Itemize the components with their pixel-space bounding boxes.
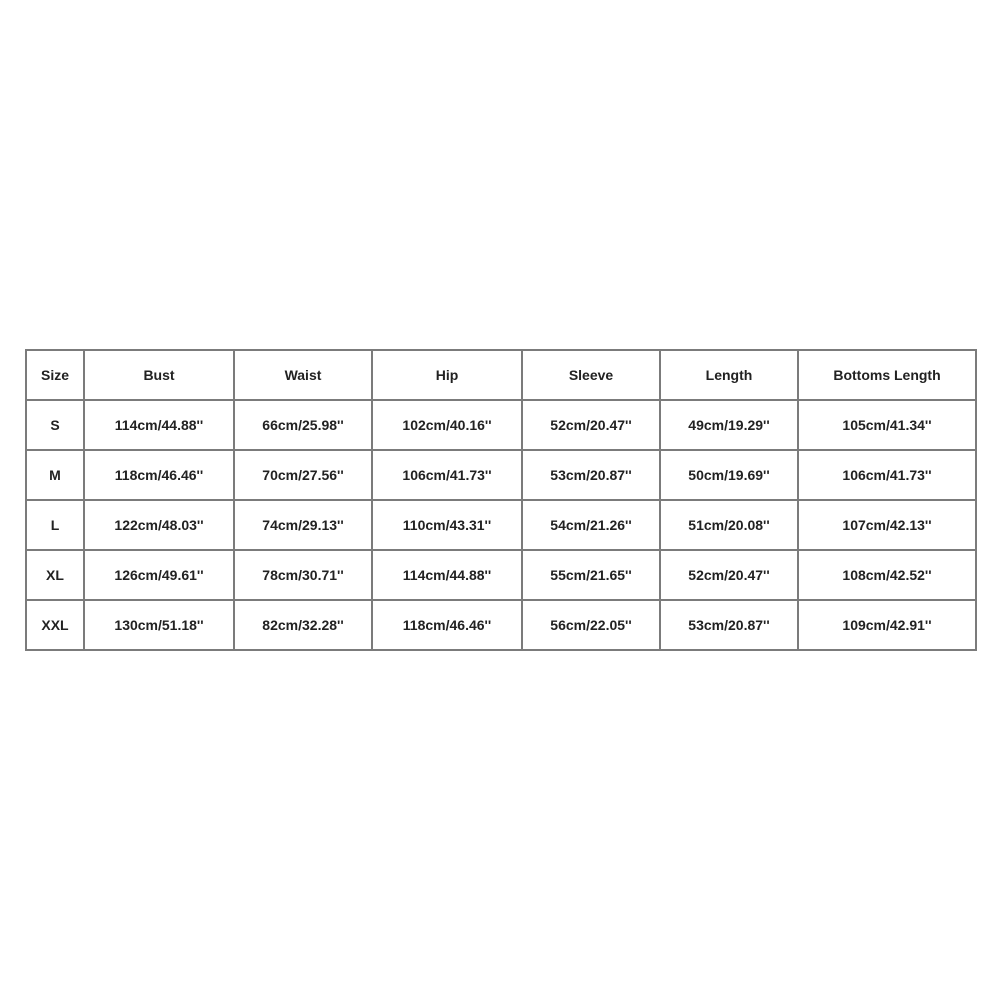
length-cell: 51cm/20.08''	[660, 500, 798, 550]
size-label: M	[26, 450, 84, 500]
hip-cell: 110cm/43.31''	[372, 500, 522, 550]
bottoms-length-cell: 108cm/42.52''	[798, 550, 976, 600]
hip-cell: 106cm/41.73''	[372, 450, 522, 500]
sleeve-cell: 56cm/22.05''	[522, 600, 660, 650]
length-cell: 52cm/20.47''	[660, 550, 798, 600]
sleeve-cell: 55cm/21.65''	[522, 550, 660, 600]
table-row	[26, 600, 976, 650]
waist-cell: 74cm/29.13''	[234, 500, 372, 550]
length-cell: 50cm/19.69''	[660, 450, 798, 500]
bottoms-length-cell: 107cm/42.13''	[798, 500, 976, 550]
waist-cell: 70cm/27.56''	[234, 450, 372, 500]
bust-cell: 126cm/49.61''	[84, 550, 234, 600]
waist-cell: 82cm/32.28''	[234, 600, 372, 650]
header-hip: Hip	[372, 350, 522, 400]
header-bust: Bust	[84, 350, 234, 400]
length-cell: 49cm/19.29''	[660, 400, 798, 450]
size-label: XL	[26, 550, 84, 600]
bottoms-length-cell: 105cm/41.34''	[798, 400, 976, 450]
table-row	[26, 550, 976, 600]
table-row	[26, 400, 976, 450]
length-cell: 53cm/20.87''	[660, 600, 798, 650]
bust-cell: 122cm/48.03''	[84, 500, 234, 550]
sleeve-cell: 53cm/20.87''	[522, 450, 660, 500]
header-bottoms-length: Bottoms Length	[798, 350, 976, 400]
bust-cell: 118cm/46.46''	[84, 450, 234, 500]
bust-cell: 130cm/51.18''	[84, 600, 234, 650]
size-chart-table	[25, 349, 977, 651]
bottoms-length-cell: 109cm/42.91''	[798, 600, 976, 650]
header-size: Size	[26, 350, 84, 400]
table-row	[26, 500, 976, 550]
sleeve-cell: 52cm/20.47''	[522, 400, 660, 450]
hip-cell: 114cm/44.88''	[372, 550, 522, 600]
size-label: XXL	[26, 600, 84, 650]
table-row	[26, 450, 976, 500]
size-label: S	[26, 400, 84, 450]
size-label: L	[26, 500, 84, 550]
header-row	[26, 350, 976, 400]
waist-cell: 66cm/25.98''	[234, 400, 372, 450]
header-waist: Waist	[234, 350, 372, 400]
header-sleeve: Sleeve	[522, 350, 660, 400]
sleeve-cell: 54cm/21.26''	[522, 500, 660, 550]
waist-cell: 78cm/30.71''	[234, 550, 372, 600]
bust-cell: 114cm/44.88''	[84, 400, 234, 450]
hip-cell: 118cm/46.46''	[372, 600, 522, 650]
hip-cell: 102cm/40.16''	[372, 400, 522, 450]
header-length: Length	[660, 350, 798, 400]
bottoms-length-cell: 106cm/41.73''	[798, 450, 976, 500]
